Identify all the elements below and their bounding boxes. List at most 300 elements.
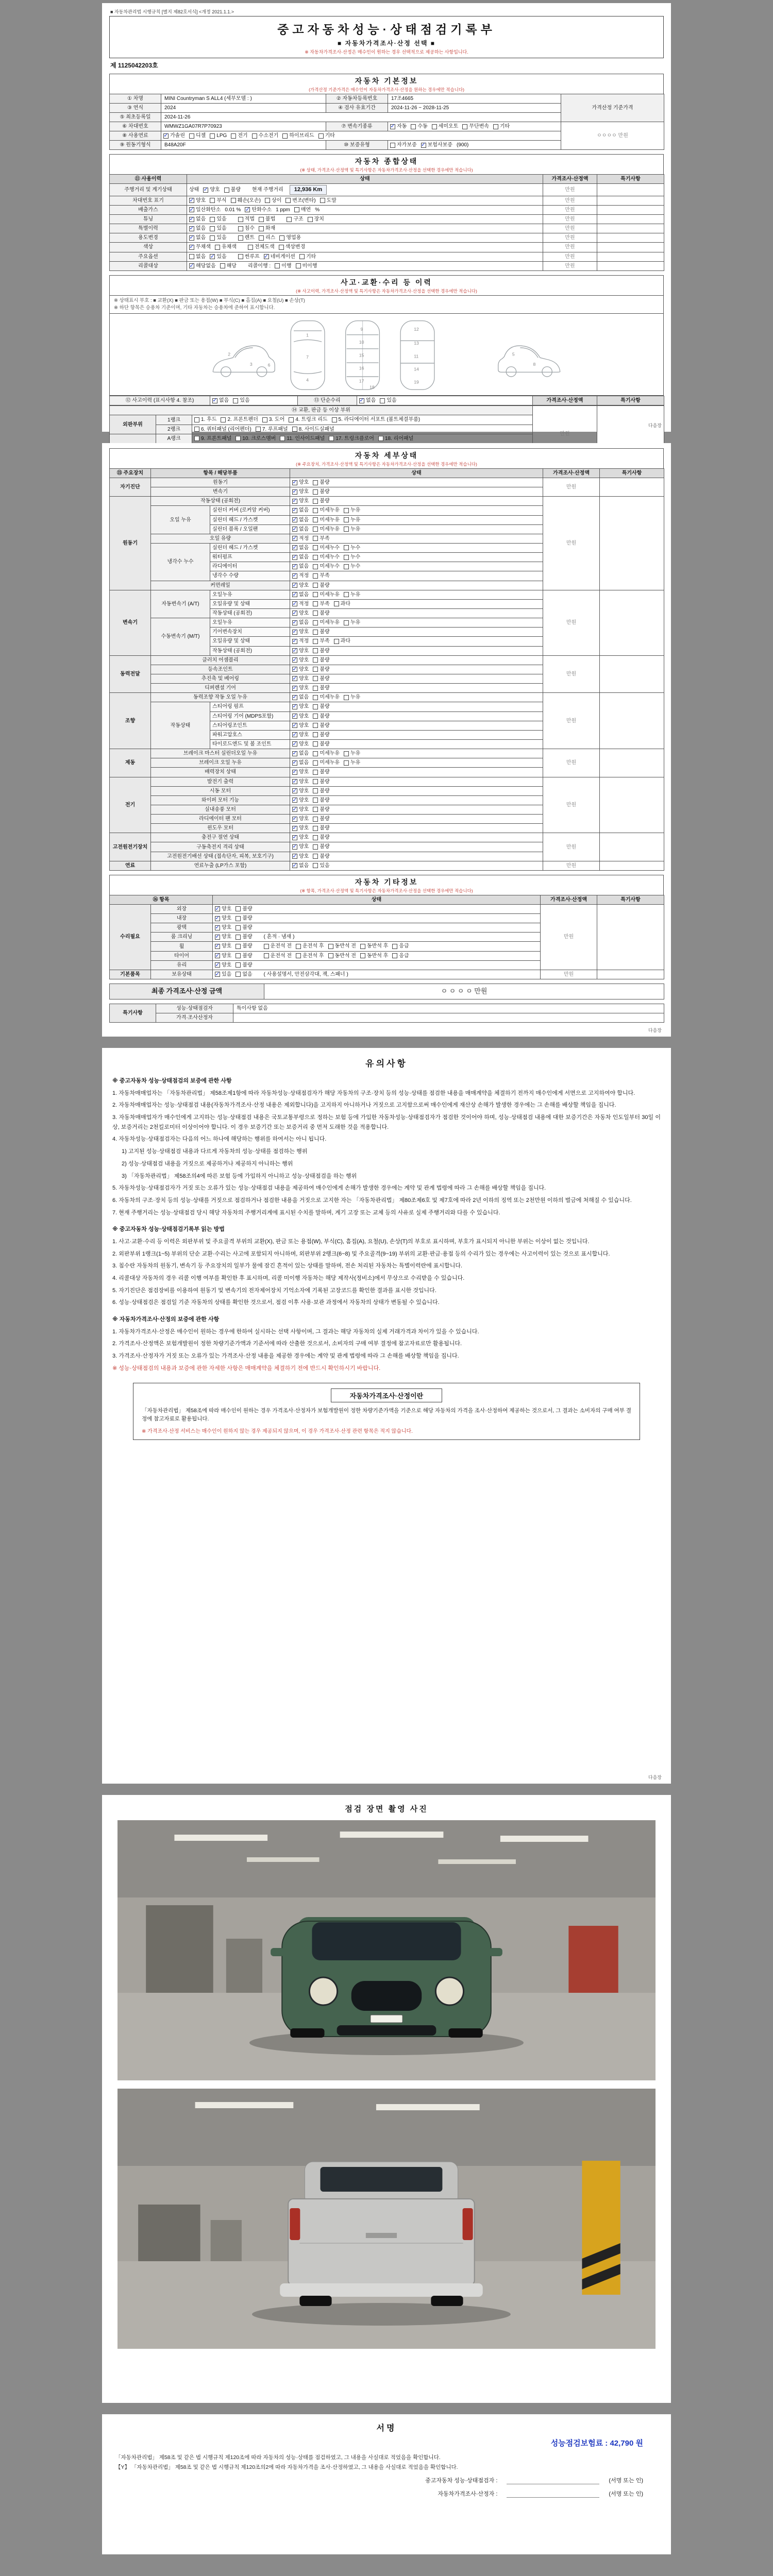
checked-box-icon[interactable]: ✓ xyxy=(292,656,297,663)
checkbox-option[interactable] xyxy=(344,563,360,570)
unchecked-box-icon[interactable] xyxy=(313,760,318,766)
unchecked-box-icon[interactable] xyxy=(344,592,349,597)
unchecked-box-icon[interactable] xyxy=(189,133,194,139)
checkbox-option[interactable] xyxy=(380,397,396,404)
checkbox-option[interactable] xyxy=(292,563,309,570)
checkbox-option[interactable] xyxy=(292,498,309,504)
checked-box-icon[interactable]: ✓ xyxy=(292,862,297,869)
checked-box-icon[interactable]: ✓ xyxy=(292,843,297,850)
checkbox-option[interactable] xyxy=(411,123,427,130)
unchecked-box-icon[interactable] xyxy=(411,124,416,129)
unchecked-box-icon[interactable] xyxy=(238,217,243,222)
checkbox-option[interactable] xyxy=(189,216,206,223)
checkbox-option[interactable] xyxy=(313,816,329,822)
checked-box-icon[interactable]: ✓ xyxy=(292,825,297,832)
checked-box-icon[interactable]: ✓ xyxy=(390,123,395,129)
unchecked-box-icon[interactable] xyxy=(296,263,301,268)
unchecked-box-icon[interactable] xyxy=(238,226,243,231)
checkbox-option[interactable] xyxy=(289,416,327,423)
checkbox-option[interactable] xyxy=(292,759,309,766)
checkbox-option[interactable] xyxy=(292,713,309,720)
unchecked-box-icon[interactable] xyxy=(334,639,339,644)
checked-box-icon[interactable]: ✓ xyxy=(292,722,297,728)
unchecked-box-icon[interactable] xyxy=(313,489,318,495)
checked-box-icon[interactable]: ✓ xyxy=(292,572,297,579)
checkbox-option[interactable] xyxy=(313,694,340,701)
unchecked-box-icon[interactable] xyxy=(231,198,236,203)
unchecked-box-icon[interactable] xyxy=(313,676,318,681)
checkbox-option[interactable] xyxy=(344,545,360,551)
checkbox-option[interactable] xyxy=(392,953,409,959)
unchecked-box-icon[interactable] xyxy=(210,198,215,203)
checked-box-icon[interactable]: ✓ xyxy=(189,197,194,204)
unchecked-box-icon[interactable] xyxy=(313,648,318,653)
checked-box-icon[interactable]: ✓ xyxy=(189,262,194,269)
checkbox-option[interactable] xyxy=(313,843,329,850)
checkbox-option[interactable] xyxy=(236,971,252,978)
checkbox-option[interactable] xyxy=(189,207,221,213)
checkbox-option[interactable] xyxy=(378,435,413,442)
unchecked-box-icon[interactable] xyxy=(432,124,437,129)
checked-box-icon[interactable]: ✓ xyxy=(189,244,194,250)
unchecked-box-icon[interactable] xyxy=(313,863,318,868)
unchecked-box-icon[interactable] xyxy=(313,779,318,784)
unchecked-box-icon[interactable] xyxy=(493,124,498,129)
checkbox-option[interactable] xyxy=(313,638,329,645)
unchecked-box-icon[interactable] xyxy=(380,398,385,403)
unchecked-box-icon[interactable] xyxy=(299,254,305,259)
checked-box-icon[interactable]: ✓ xyxy=(212,397,217,404)
checkbox-option[interactable] xyxy=(292,816,309,822)
unchecked-box-icon[interactable] xyxy=(279,235,284,241)
checked-box-icon[interactable]: ✓ xyxy=(292,834,297,841)
checkbox-option[interactable] xyxy=(328,953,356,959)
checkbox-option[interactable] xyxy=(313,741,329,748)
checkbox-option[interactable] xyxy=(292,853,309,860)
checkbox-option[interactable] xyxy=(236,934,252,940)
checked-box-icon[interactable]: ✓ xyxy=(292,479,297,485)
checked-box-icon[interactable]: ✓ xyxy=(215,924,220,931)
unchecked-box-icon[interactable] xyxy=(313,817,318,822)
unchecked-box-icon[interactable] xyxy=(279,245,284,250)
checkbox-option[interactable] xyxy=(292,825,309,832)
checkbox-option[interactable] xyxy=(252,132,279,139)
unchecked-box-icon[interactable] xyxy=(265,198,270,203)
checked-box-icon[interactable]: ✓ xyxy=(215,952,220,959)
checkbox-option[interactable] xyxy=(313,507,340,514)
checkbox-option[interactable] xyxy=(328,943,356,950)
unchecked-box-icon[interactable] xyxy=(344,695,349,700)
unchecked-box-icon[interactable] xyxy=(294,207,299,212)
unchecked-box-icon[interactable] xyxy=(236,925,241,930)
checkbox-option[interactable] xyxy=(292,610,309,617)
checkbox-option[interactable] xyxy=(210,225,226,232)
unchecked-box-icon[interactable] xyxy=(313,723,318,728)
checkbox-option[interactable] xyxy=(313,862,329,869)
unchecked-box-icon[interactable] xyxy=(313,798,318,803)
checked-box-icon[interactable]: ✓ xyxy=(292,778,297,785)
checkbox-option[interactable] xyxy=(264,953,292,959)
checkbox-option[interactable] xyxy=(313,703,329,710)
checkbox-option[interactable] xyxy=(292,732,309,738)
checkbox-option[interactable] xyxy=(292,426,334,433)
unchecked-box-icon[interactable] xyxy=(252,133,257,139)
checkbox-option[interactable] xyxy=(238,234,255,241)
checked-box-icon[interactable]: ✓ xyxy=(203,187,208,193)
checkbox-option[interactable] xyxy=(313,545,340,551)
checkbox-option[interactable] xyxy=(292,507,309,514)
checkbox-option[interactable] xyxy=(292,666,309,673)
checkbox-option[interactable] xyxy=(329,435,374,442)
checkbox-option[interactable] xyxy=(238,216,255,223)
checkbox-option[interactable] xyxy=(292,629,309,635)
unchecked-box-icon[interactable] xyxy=(344,620,349,625)
checkbox-option[interactable] xyxy=(299,253,316,260)
checkbox-option[interactable] xyxy=(313,563,340,570)
checkbox-option[interactable] xyxy=(259,225,275,232)
checkbox-option[interactable] xyxy=(313,517,340,523)
checkbox-option[interactable] xyxy=(194,426,251,433)
unchecked-box-icon[interactable] xyxy=(360,944,365,949)
checkbox-option[interactable] xyxy=(344,526,360,533)
unchecked-box-icon[interactable] xyxy=(313,499,318,504)
unchecked-box-icon[interactable] xyxy=(280,436,285,441)
unchecked-box-icon[interactable] xyxy=(289,417,294,422)
checkbox-option[interactable] xyxy=(231,197,261,204)
checkbox-option[interactable] xyxy=(344,517,360,523)
unchecked-box-icon[interactable] xyxy=(308,217,313,222)
checkbox-option[interactable] xyxy=(203,187,220,193)
unchecked-box-icon[interactable] xyxy=(224,188,229,193)
checkbox-option[interactable] xyxy=(292,479,309,486)
checkbox-option[interactable] xyxy=(248,244,275,250)
unchecked-box-icon[interactable] xyxy=(313,527,318,532)
unchecked-box-icon[interactable] xyxy=(210,133,215,139)
unchecked-box-icon[interactable] xyxy=(328,953,333,958)
unchecked-box-icon[interactable] xyxy=(313,741,318,747)
checked-box-icon[interactable]: ✓ xyxy=(292,796,297,803)
checked-box-icon[interactable]: ✓ xyxy=(292,694,297,701)
checkbox-option[interactable] xyxy=(421,142,452,148)
checkbox-option[interactable] xyxy=(313,797,329,804)
checkbox-option[interactable] xyxy=(313,713,329,720)
unchecked-box-icon[interactable] xyxy=(332,417,337,422)
checkbox-option[interactable] xyxy=(292,517,309,523)
checkbox-option[interactable] xyxy=(236,962,252,969)
unchecked-box-icon[interactable] xyxy=(392,944,397,949)
unchecked-box-icon[interactable] xyxy=(296,944,301,949)
unchecked-box-icon[interactable] xyxy=(313,695,318,700)
unchecked-box-icon[interactable] xyxy=(215,245,220,250)
checkbox-option[interactable] xyxy=(215,924,231,931)
checkbox-option[interactable] xyxy=(313,582,329,589)
checkbox-option[interactable] xyxy=(236,435,276,442)
checkbox-option[interactable] xyxy=(292,703,309,710)
unchecked-box-icon[interactable] xyxy=(313,714,318,719)
checked-box-icon[interactable]: ✓ xyxy=(215,915,220,922)
checked-box-icon[interactable]: ✓ xyxy=(292,647,297,654)
unchecked-box-icon[interactable] xyxy=(210,217,215,222)
checkbox-option[interactable] xyxy=(220,263,237,269)
unchecked-box-icon[interactable] xyxy=(236,935,241,940)
checkbox-option[interactable] xyxy=(236,943,252,950)
checkbox-option[interactable] xyxy=(215,915,231,922)
checkbox-option[interactable] xyxy=(313,648,329,654)
checkbox-option[interactable] xyxy=(359,397,376,404)
checkbox-option[interactable] xyxy=(292,638,309,645)
checkbox-option[interactable] xyxy=(292,488,309,495)
checkbox-option[interactable] xyxy=(292,778,309,785)
unchecked-box-icon[interactable] xyxy=(285,198,291,203)
unchecked-box-icon[interactable] xyxy=(259,217,264,222)
checked-box-icon[interactable]: ✓ xyxy=(215,934,220,940)
unchecked-box-icon[interactable] xyxy=(189,254,194,259)
checkbox-option[interactable] xyxy=(236,915,252,922)
checked-box-icon[interactable]: ✓ xyxy=(292,609,297,616)
checked-box-icon[interactable]: ✓ xyxy=(189,234,194,241)
unchecked-box-icon[interactable] xyxy=(238,235,243,241)
checkbox-option[interactable] xyxy=(292,797,309,804)
checkbox-option[interactable] xyxy=(194,435,231,442)
checkbox-option[interactable] xyxy=(292,769,309,775)
checked-box-icon[interactable]: ✓ xyxy=(292,507,297,514)
appraiser-signature-field[interactable] xyxy=(507,2491,599,2498)
unchecked-box-icon[interactable] xyxy=(313,480,318,485)
checkbox-option[interactable] xyxy=(313,685,329,691)
checked-box-icon[interactable]: ✓ xyxy=(292,703,297,710)
checkbox-option[interactable] xyxy=(296,943,324,950)
checkbox-option[interactable] xyxy=(189,132,206,139)
checkbox-option[interactable] xyxy=(280,435,325,442)
unchecked-box-icon[interactable] xyxy=(292,427,297,432)
checkbox-option[interactable] xyxy=(292,591,309,598)
unchecked-box-icon[interactable] xyxy=(256,427,261,432)
checked-box-icon[interactable]: ✓ xyxy=(215,943,220,950)
checked-box-icon[interactable]: ✓ xyxy=(189,206,194,213)
unchecked-box-icon[interactable] xyxy=(236,906,241,911)
unchecked-box-icon[interactable] xyxy=(262,417,267,422)
checkbox-option[interactable] xyxy=(313,853,329,860)
unchecked-box-icon[interactable] xyxy=(313,835,318,840)
checkbox-option[interactable] xyxy=(390,142,417,148)
unchecked-box-icon[interactable] xyxy=(344,760,349,766)
checkbox-option[interactable] xyxy=(292,843,309,850)
checkbox-option[interactable] xyxy=(313,778,329,785)
checkbox-option[interactable] xyxy=(292,619,309,626)
checkbox-option[interactable] xyxy=(282,132,314,139)
checkbox-option[interactable] xyxy=(344,591,360,598)
checked-box-icon[interactable]: ✓ xyxy=(292,544,297,551)
checked-box-icon[interactable]: ✓ xyxy=(292,713,297,719)
unchecked-box-icon[interactable] xyxy=(287,217,292,222)
checkbox-option[interactable] xyxy=(313,759,340,766)
unchecked-box-icon[interactable] xyxy=(194,427,199,432)
checkbox-option[interactable] xyxy=(320,197,337,204)
checkbox-option[interactable] xyxy=(392,943,409,950)
checkbox-option[interactable] xyxy=(313,535,329,542)
checkbox-option[interactable] xyxy=(334,638,350,645)
checkbox-option[interactable] xyxy=(292,862,309,869)
unchecked-box-icon[interactable] xyxy=(344,517,349,522)
checkbox-option[interactable] xyxy=(334,601,350,607)
unchecked-box-icon[interactable] xyxy=(236,953,241,958)
checkbox-option[interactable] xyxy=(313,788,329,794)
checkbox-option[interactable] xyxy=(294,207,311,213)
unchecked-box-icon[interactable] xyxy=(236,944,241,949)
checkbox-option[interactable] xyxy=(238,225,255,232)
checkbox-option[interactable] xyxy=(313,572,329,579)
checked-box-icon[interactable]: ✓ xyxy=(292,591,297,598)
checkbox-option[interactable] xyxy=(344,507,360,514)
checked-box-icon[interactable]: ✓ xyxy=(292,488,297,495)
checkbox-option[interactable] xyxy=(189,234,206,241)
checkbox-option[interactable] xyxy=(279,234,301,241)
unchecked-box-icon[interactable] xyxy=(220,263,225,268)
checkbox-option[interactable] xyxy=(236,924,252,931)
unchecked-box-icon[interactable] xyxy=(320,198,325,203)
unchecked-box-icon[interactable] xyxy=(282,133,288,139)
checked-box-icon[interactable]: ✓ xyxy=(292,853,297,859)
checkbox-option[interactable] xyxy=(344,750,360,757)
unchecked-box-icon[interactable] xyxy=(233,398,238,403)
checked-box-icon[interactable]: ✓ xyxy=(292,600,297,607)
unchecked-box-icon[interactable] xyxy=(344,564,349,569)
checkbox-option[interactable] xyxy=(189,253,206,260)
unchecked-box-icon[interactable] xyxy=(344,545,349,550)
checkbox-option[interactable] xyxy=(279,244,306,250)
checked-box-icon[interactable]: ✓ xyxy=(292,582,297,588)
checkbox-option[interactable] xyxy=(210,197,226,204)
unchecked-box-icon[interactable] xyxy=(236,916,241,921)
checked-box-icon[interactable]: ✓ xyxy=(292,498,297,504)
checked-box-icon[interactable]: ✓ xyxy=(292,769,297,775)
checkbox-option[interactable] xyxy=(360,953,388,959)
checkbox-option[interactable] xyxy=(189,263,216,269)
checkbox-option[interactable] xyxy=(292,572,309,579)
checkbox-option[interactable] xyxy=(332,416,421,423)
checkbox-option[interactable] xyxy=(236,906,252,912)
checkbox-option[interactable] xyxy=(292,834,309,841)
checkbox-option[interactable] xyxy=(287,216,303,223)
unchecked-box-icon[interactable] xyxy=(318,133,324,139)
checkbox-option[interactable] xyxy=(296,953,324,959)
checkbox-option[interactable] xyxy=(493,123,510,130)
unchecked-box-icon[interactable] xyxy=(236,962,241,968)
unchecked-box-icon[interactable] xyxy=(313,592,318,597)
checkbox-option[interactable] xyxy=(233,397,249,404)
checkbox-option[interactable] xyxy=(313,488,329,495)
checkbox-option[interactable] xyxy=(313,610,329,617)
checkbox-option[interactable] xyxy=(275,263,291,269)
unchecked-box-icon[interactable] xyxy=(313,667,318,672)
checkbox-option[interactable] xyxy=(360,943,388,950)
checkbox-option[interactable] xyxy=(259,234,275,241)
checked-box-icon[interactable]: ✓ xyxy=(163,132,169,139)
inspector-signature-field[interactable] xyxy=(507,2478,599,2484)
unchecked-box-icon[interactable] xyxy=(344,527,349,532)
checkbox-option[interactable] xyxy=(462,123,489,130)
unchecked-box-icon[interactable] xyxy=(313,564,318,569)
checked-box-icon[interactable]: ✓ xyxy=(292,638,297,645)
unchecked-box-icon[interactable] xyxy=(392,953,397,958)
checked-box-icon[interactable]: ✓ xyxy=(215,961,220,968)
unchecked-box-icon[interactable] xyxy=(334,601,339,606)
checkbox-option[interactable] xyxy=(189,225,206,232)
checked-box-icon[interactable]: ✓ xyxy=(292,816,297,822)
checkbox-option[interactable] xyxy=(318,132,335,139)
unchecked-box-icon[interactable] xyxy=(221,417,226,422)
checked-box-icon[interactable]: ✓ xyxy=(210,253,215,260)
checkbox-option[interactable] xyxy=(292,741,309,748)
unchecked-box-icon[interactable] xyxy=(344,555,349,560)
checkbox-option[interactable] xyxy=(189,244,211,250)
checkbox-option[interactable] xyxy=(313,750,340,757)
checkbox-option[interactable] xyxy=(194,416,216,423)
checkbox-option[interactable] xyxy=(313,732,329,738)
checkbox-option[interactable] xyxy=(262,416,284,423)
checkbox-option[interactable] xyxy=(308,216,324,223)
checkbox-option[interactable] xyxy=(210,234,226,241)
unchecked-box-icon[interactable] xyxy=(313,555,318,560)
checkbox-option[interactable] xyxy=(224,187,241,193)
checkbox-option[interactable] xyxy=(292,601,309,607)
checkbox-option[interactable] xyxy=(313,675,329,682)
checkbox-option[interactable] xyxy=(313,657,329,664)
checkbox-option[interactable] xyxy=(236,953,252,959)
checkbox-option[interactable] xyxy=(313,834,329,841)
checked-box-icon[interactable]: ✓ xyxy=(264,253,269,260)
checkbox-option[interactable] xyxy=(256,426,288,433)
unchecked-box-icon[interactable] xyxy=(259,226,264,231)
checkbox-option[interactable] xyxy=(313,619,340,626)
checkbox-option[interactable] xyxy=(292,648,309,654)
checkbox-option[interactable] xyxy=(292,535,309,542)
checked-box-icon[interactable]: ✓ xyxy=(359,397,364,404)
unchecked-box-icon[interactable] xyxy=(313,583,318,588)
unchecked-box-icon[interactable] xyxy=(238,254,243,259)
unchecked-box-icon[interactable] xyxy=(313,573,318,579)
checkbox-option[interactable] xyxy=(313,554,340,561)
checkbox-option[interactable] xyxy=(189,197,206,204)
unchecked-box-icon[interactable] xyxy=(210,235,215,241)
unchecked-box-icon[interactable] xyxy=(313,545,318,550)
checked-box-icon[interactable]: ✓ xyxy=(421,142,426,148)
checkbox-option[interactable] xyxy=(292,675,309,682)
checkbox-option[interactable] xyxy=(313,825,329,832)
checkbox-option[interactable] xyxy=(292,657,309,664)
unchecked-box-icon[interactable] xyxy=(313,826,318,831)
checkbox-option[interactable] xyxy=(212,397,229,404)
checkbox-option[interactable] xyxy=(296,263,317,269)
checked-box-icon[interactable]: ✓ xyxy=(292,685,297,691)
checked-box-icon[interactable]: ✓ xyxy=(292,806,297,812)
unchecked-box-icon[interactable] xyxy=(236,972,241,977)
unchecked-box-icon[interactable] xyxy=(313,751,318,756)
checkbox-option[interactable] xyxy=(259,216,275,223)
checkbox-option[interactable] xyxy=(344,619,360,626)
unchecked-box-icon[interactable] xyxy=(210,226,215,231)
checkbox-option[interactable] xyxy=(292,685,309,691)
checkbox-option[interactable] xyxy=(215,971,231,978)
checkbox-option[interactable] xyxy=(215,962,231,969)
unchecked-box-icon[interactable] xyxy=(313,536,318,541)
checkbox-option[interactable] xyxy=(245,207,272,213)
checked-box-icon[interactable]: ✓ xyxy=(215,905,220,912)
checkbox-option[interactable] xyxy=(210,132,227,139)
checked-box-icon[interactable]: ✓ xyxy=(215,971,220,977)
unchecked-box-icon[interactable] xyxy=(264,953,269,958)
checked-box-icon[interactable]: ✓ xyxy=(292,554,297,561)
